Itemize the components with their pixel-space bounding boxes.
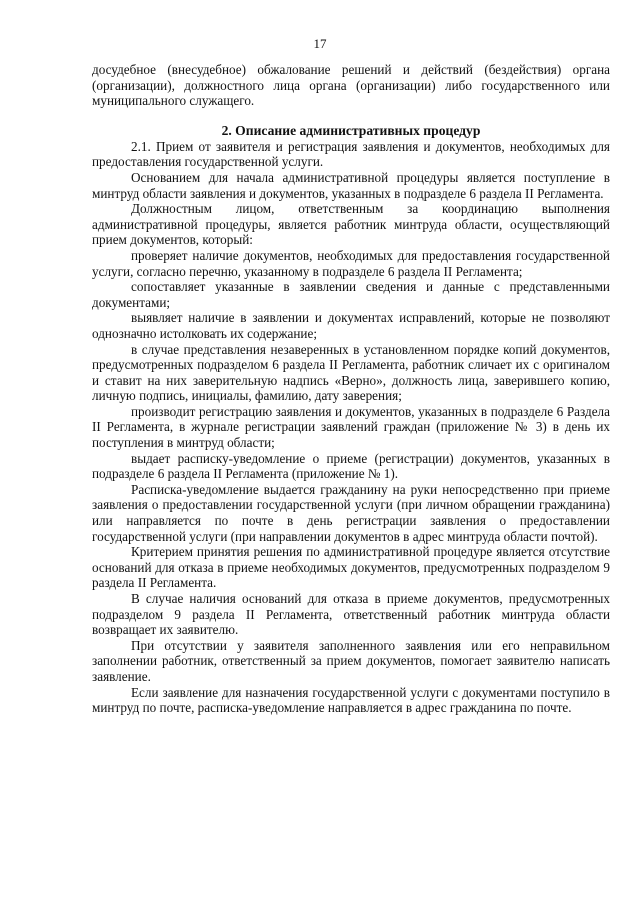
paragraph-application-help: При отсутствии у заявителя заполненного заявления или его неправильном заполнении работник, ответственный за прием документов, помогает заявителю написать заявление. bbox=[92, 637, 610, 684]
section-title: 2. Описание административных процедур bbox=[221, 122, 481, 138]
page-content bbox=[92, 62, 610, 716]
paragraph-decision-criterion: Критерием принятия решения по административной процедуре является отсутствие оснований для отказа в приеме необходимых документов, предусмотренных подразделом 9 раздела II Регламента. bbox=[92, 544, 610, 591]
paragraph-registration: производит регистрацию заявления и документов, указанных в подразделе 6 Раздела II Регламента, в журнале регистрации заявлений граждан (приложение № 3) в день их поступления в минтруд области; bbox=[92, 403, 610, 451]
paragraph-issues-receipt: выдает расписку-уведомление о приеме (регистрации) документов, указанных в подразделе 6 раздела II Регламента (приложение № 1). bbox=[92, 450, 610, 482]
paragraph-receipt-delivery: Расписка-уведомление выдается гражданину на руки непосредственно при приеме заявления о предоставлении государственной услуги (при личном обращении гражданина) или направляется по почте в день регистрации заявления о предоставлении государственной услуги (при направлении документов в адрес минтруда области почтой). bbox=[92, 481, 610, 544]
paragraph-basis: Основанием для начала административной процедуры является поступление в минтруд области заявления и документов, указанных в подразделе 6 раздела II Регламента. bbox=[92, 169, 610, 201]
paragraph-postal-application: Если заявление для назначения государственной услуги с документами поступило в минтруд по почте, расписка-уведомление направляется в адрес гражданина по почте. bbox=[92, 684, 610, 716]
paragraph-refusal-grounds: В случае наличия оснований для отказа в приеме документов, предусмотренных подразделом 9 раздела II Регламента, ответственный работник минтруда области возвращает их заявителю. bbox=[92, 591, 610, 638]
intro-paragraph: досудебное (внесудебное) обжалование решений и действий (бездействия) органа (организации), должностного лица органа (организации) либо государственного или муниципального служащего. bbox=[92, 62, 610, 109]
paragraph-checks-documents: проверяет наличие документов, необходимых для предоставления государственной услуги, согласно перечню, указанному в подразделе 6 раздела II Регламента; bbox=[92, 247, 610, 279]
paragraph-responsible-person: Должностным лицом, ответственным за координацию выполнения административной процедуры, является работник минтруда области, осуществляющий прием документов, который: bbox=[92, 201, 610, 248]
paragraph-compares-data: сопоставляет указанные в заявлении сведения и данные с представленными документами; bbox=[92, 279, 610, 310]
paragraph-detects-corrections: выявляет наличие в заявлении и документах исправлений, которые не позволяют однозначно истолковать их содержание; bbox=[92, 310, 610, 341]
paragraph-uncertified-copies: в случае представления незаверенных в установленном порядке копий документов, предусмотренных подразделом 6 раздела II Регламента, работник сличает их с оригиналом и ставит на них заверительную надпись «Верно», должность лица, заверившего копию, личную подпись, инициалы, фамилию, дату заверения; bbox=[92, 341, 610, 404]
paragraph-2-1: 2.1. Прием от заявителя и регистрация заявления и документов, необходимых для предоставления государственной услуги. bbox=[92, 138, 610, 170]
page-number: 17 bbox=[313, 36, 327, 51]
section-body bbox=[92, 139, 610, 716]
